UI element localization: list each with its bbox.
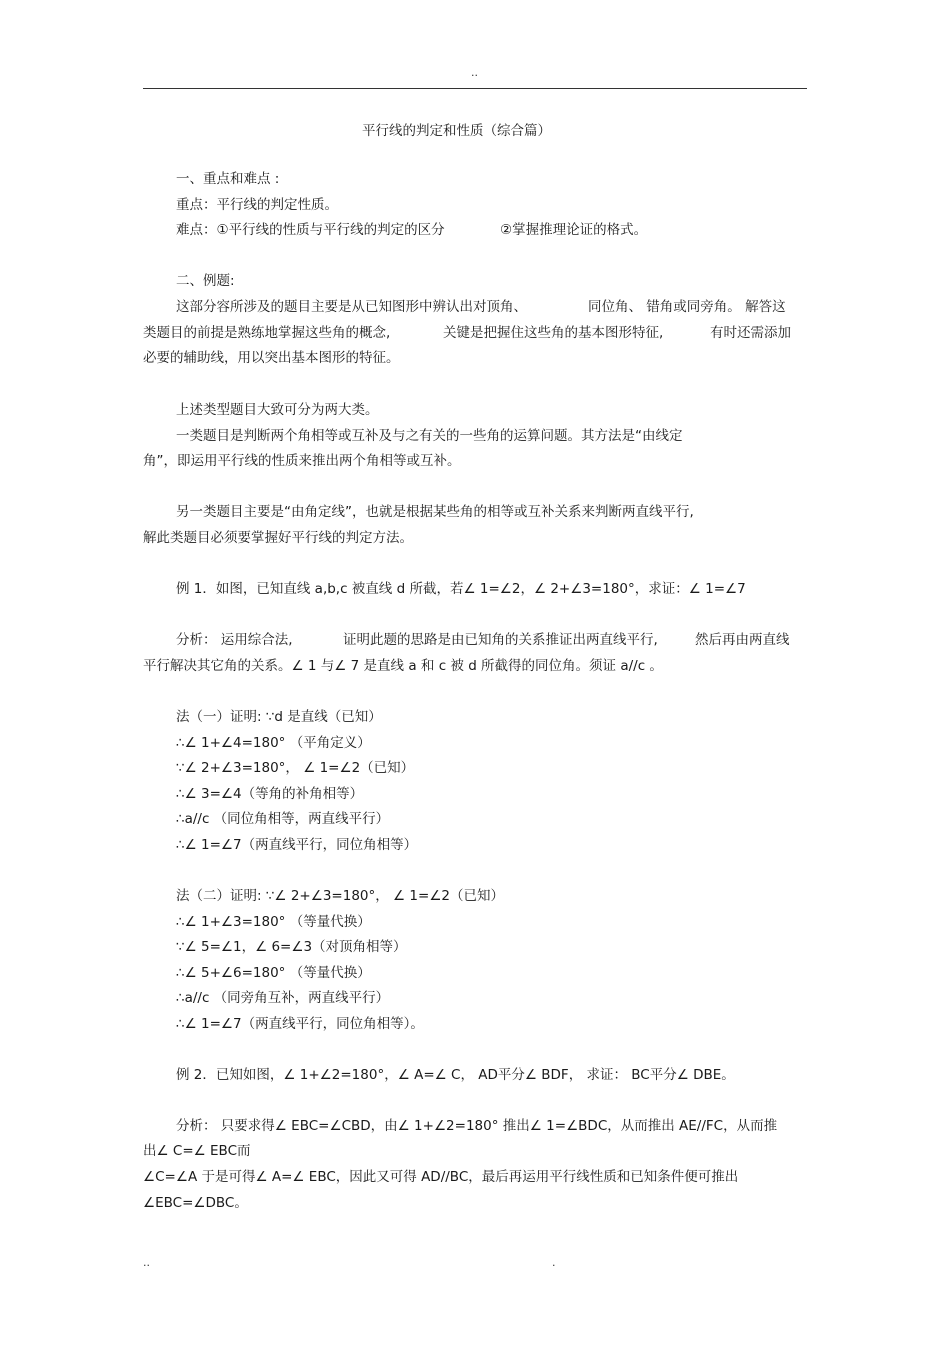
para4-line2: 解此类题目必须要掌握好平行线的判定方法。 [143, 530, 413, 546]
para1-line3: 必要的辅助线，用以突出基本图形的特征。 [143, 350, 400, 366]
para1-line2a: 类题目的前提是熟练地掌握这些角的概念, [143, 325, 391, 341]
page-title: 平行线的判定和性质（综合篇） [362, 123, 551, 139]
method2-line: ∴∠ 1=∠7（两直线平行，同位角相等）。 [176, 1016, 424, 1032]
para4-line1: 另一类题目主要是“由角定线”，也就是根据某些角的相等或互补关系来判断两直线平行, [176, 504, 694, 520]
difficulty-a: 难点：①平行线的性质与平行线的判定的区分 [176, 222, 445, 238]
footer-right-mark: . [552, 1256, 556, 1269]
example1-analysis-1c: 然后再由两直线 [695, 632, 790, 648]
example2-analysis: 分析： 只要求得∠ EBC=∠CBD，由∠ 1+∠2=180° 推出∠ 1=∠BDC，从而推出 AE//FC，从而推 [176, 1118, 778, 1134]
method1-line: ∴∠ 3=∠4（等角的补角相等） [176, 786, 364, 802]
method1-line: ∴∠ 1+∠4=180° （平角定义） [176, 735, 371, 751]
header-rule [143, 88, 807, 89]
section2-heading: 二、例题: [176, 273, 235, 289]
example2-analysis: ∠EBC=∠DBC。 [143, 1195, 248, 1211]
footer-left-mark: .. [143, 1256, 150, 1269]
para3-line2: 角”，即运用平行线的性质来推出两个角相等或互补。 [143, 453, 461, 469]
para1-line1b: 同位角、 错角或同旁角。 解答这 [588, 299, 786, 315]
method1-line: ∵∠ 2+∠3=180°， ∠ 1=∠2（已知） [176, 760, 415, 776]
para2: 上述类型题目大致可分为两大类。 [176, 402, 379, 418]
header-mark: .. [471, 66, 478, 79]
method2-line: ∴∠ 5+∠6=180° （等量代换） [176, 965, 371, 981]
para1-line1a: 这部分容所涉及的题目主要是从已知图形中辨认出对顶角、 [176, 299, 527, 315]
method2-line: ∴a//c （同旁角互补，两直线平行） [176, 990, 390, 1006]
method1-line: 法（一）证明: ∵d 是直线（已知） [176, 709, 382, 725]
example1-analysis-2: 平行解决其它角的关系。∠ 1 与∠ 7 是直线 a 和 c 被 d 所截得的同位角。须证 a//c 。 [143, 658, 663, 674]
method2-line: 法（二）证明: ∵∠ 2+∠3=180°， ∠ 1=∠2（已知） [176, 888, 505, 904]
example2-analysis: 出∠ C=∠ EBC而 [143, 1143, 251, 1159]
method1-line: ∴∠ 1=∠7（两直线平行，同位角相等） [176, 837, 418, 853]
method1-line: ∴a//c （同位角相等，两直线平行） [176, 811, 390, 827]
key-point: 重点：平行线的判定性质。 [176, 197, 338, 213]
section1-heading: 一、重点和难点 : [176, 171, 280, 187]
method2-line: ∴∠ 1+∠3=180° （等量代换） [176, 914, 371, 930]
example1-analysis-1a: 分析： 运用综合法, [176, 632, 293, 648]
para1-line2b: 关键是把握住这些角的基本图形特征, [443, 325, 664, 341]
para3-line1: 一类题目是判断两个角相等或互补及与之有关的一些角的运算问题。其方法是“由线定 [176, 428, 683, 444]
difficulty-b: ②掌握推理论证的格式。 [500, 222, 648, 238]
para1-line2c: 有时还需添加 [710, 325, 791, 341]
example2-statement: 例 2．已知如图，∠ 1+∠2=180°，∠ A=∠ C， AD平分∠ BDF， 求证： BC平分∠ DBE。 [176, 1067, 735, 1083]
example2-analysis: ∠C=∠A 于是可得∠ A=∠ EBC，因此又可得 AD//BC，最后再运用平行线性质和已知条件便可推出 [143, 1169, 739, 1185]
method2-line: ∵∠ 5=∠1，∠ 6=∠3（对顶角相等） [176, 939, 407, 955]
example1-statement: 例 1．如图，已知直线 a,b,c 被直线 d 所截，若∠ 1=∠2，∠ 2+∠3=180°，求证：∠ 1=∠7 [176, 581, 746, 597]
example1-analysis-1b: 证明此题的思路是由已知角的关系推证出两直线平行, [343, 632, 658, 648]
